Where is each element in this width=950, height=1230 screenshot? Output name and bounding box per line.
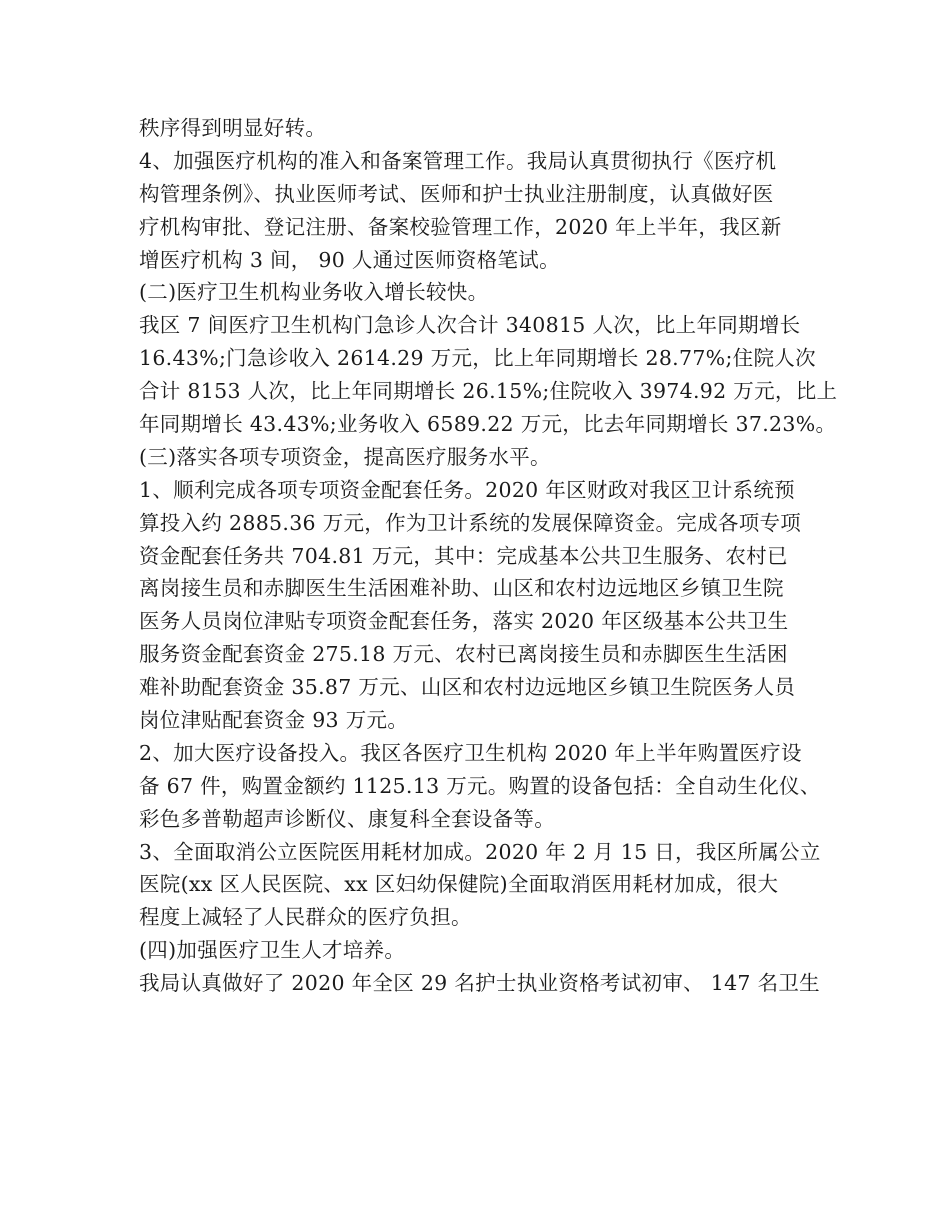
text-line: 2、加大医疗设备投入。我区各医疗卫生机构 2020 年上半年购置医疗设 xyxy=(139,740,802,765)
text-line: 增医疗机构 3 间， 90 人通过医师资格笔试。 xyxy=(139,247,560,272)
text-line: 离岗接生员和赤脚医生生活困难补助、山区和农村边远地区乡镇卫生院 xyxy=(139,576,784,601)
section-heading: (三)落实各项专项资金，提高医疗服务水平。 xyxy=(139,444,551,469)
section-heading: (四)加强医疗卫生人才培养。 xyxy=(139,938,406,963)
text-line: 秩序得到明显好转。 xyxy=(139,116,327,140)
text-line: 构管理条例》、执业医师考试、医师和护士执业注册制度，认真做好医 xyxy=(139,181,774,206)
text-line: 医院(xx 区人民医院、xx 区妇幼保健院)全面取消医用耗材加成，很大 xyxy=(139,872,779,897)
text-line: 资金配套任务共 704.81 万元，其中：完成基本公共卫生服务、农村已 xyxy=(139,543,788,568)
document-body xyxy=(139,112,838,1000)
text-line: 备 67 件，购置金额约 1125.13 万元。购置的设备包括：全自动生化仪、 xyxy=(139,773,821,798)
text-line: 算投入约 2885.36 万元，作为卫计系统的发展保障资金。完成各项专项 xyxy=(139,510,802,535)
text-line: 岗位津贴配套资金 93 万元。 xyxy=(139,708,409,733)
text-line: 彩色多普勒超声诊断仪、康复科全套设备等。 xyxy=(139,806,555,831)
text-line: 服务资金配套资金 275.18 万元、农村已离岗接生员和赤脚医生生活困 xyxy=(139,642,788,667)
text-line: 合计 8153 人次，比上年同期增长 26.15%;住院收入 3974.92 万元，比上 xyxy=(139,379,838,404)
text-line: 医务人员岗位津贴专项资金配套任务，落实 2020 年区级基本公共卫生 xyxy=(139,609,789,634)
text-line: 16.43%;门急诊收入 2614.29 万元，比上年同期增长 28.77%;住院人次 xyxy=(139,346,816,371)
text-line: 3、全面取消公立医院医用耗材加成。2020 年 2 月 15 日，我区所属公立 xyxy=(139,839,821,864)
text-line: 程度上减轻了人民群众的医疗负担。 xyxy=(139,905,472,930)
text-line: 我区 7 间医疗卫生机构门急诊人次合计 340815 人次，比上年同期增长 xyxy=(139,313,801,338)
text-line: 年同期增长 43.43%;业务收入 6589.22 万元，比去年同期增长 37.23%。 xyxy=(139,412,837,437)
text-line: 疗机构审批、登记注册、备案校验管理工作，2020 年上半年，我区新 xyxy=(139,214,782,239)
text-line: 4、加强医疗机构的准入和备案管理工作。我局认真贯彻执行《医疗机 xyxy=(139,148,777,173)
section-heading: (二)医疗卫生机构业务收入增长较快。 xyxy=(139,280,489,305)
text-line: 1、顺利完成各项专项资金配套任务。2020 年区财政对我区卫计系统预 xyxy=(139,477,795,502)
text-line: 难补助配套资金 35.87 万元、山区和农村边远地区乡镇卫生院医务人员 xyxy=(139,675,796,700)
text-line: 我局认真做好了 2020 年全区 29 名护士执业资格考试初审、 147 名卫生 xyxy=(139,971,820,996)
